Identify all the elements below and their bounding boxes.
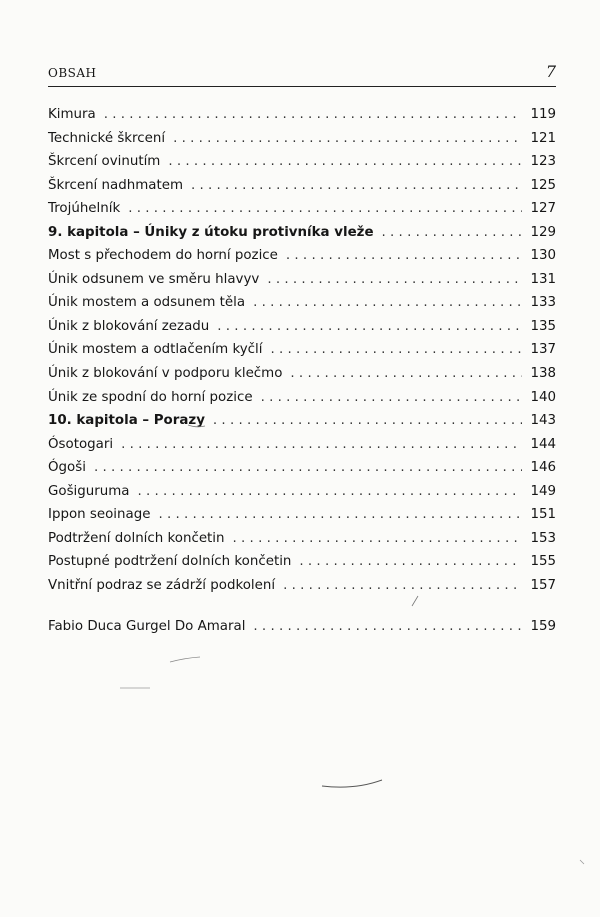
toc-entry-label: Most s přechodem do horní pozice — [48, 248, 278, 264]
toc-entry-author[interactable] — [48, 615, 556, 639]
table-of-contents — [48, 103, 556, 597]
toc-entry-page: 153 — [530, 530, 556, 546]
toc-entry-label: Vnitřní podraz se zádrží podkolení — [48, 577, 276, 593]
toc-entry-label: Únik z blokování v podporu klečmo — [48, 366, 283, 382]
toc-entry-page: 129 — [530, 224, 556, 240]
dot-leader — [286, 244, 522, 268]
toc-entry-page: 123 — [530, 154, 556, 170]
toc-entry[interactable] — [48, 221, 556, 245]
toc-entry[interactable] — [48, 338, 556, 362]
toc-entry-page: 146 — [530, 460, 556, 476]
dot-leader — [217, 315, 522, 339]
toc-entry[interactable] — [48, 409, 556, 433]
header-title: OBSAH — [48, 66, 97, 80]
toc-entry[interactable] — [48, 291, 556, 315]
dot-leader — [173, 127, 522, 151]
dot-leader — [283, 574, 522, 598]
dot-leader — [382, 221, 522, 245]
toc-entry[interactable] — [48, 527, 556, 551]
toc-entry-page: 125 — [530, 177, 556, 193]
dot-leader — [267, 268, 522, 292]
toc-entry-label: Ósotogari — [48, 436, 114, 452]
toc-entry-page: 159 — [530, 619, 556, 634]
toc-entry-label: Škrcení ovinutím — [48, 154, 161, 170]
dot-leader — [128, 197, 522, 221]
toc-entry-page: 144 — [530, 436, 556, 452]
toc-entry-page: 151 — [530, 507, 556, 523]
dot-leader — [213, 409, 522, 433]
toc-entry-page: 137 — [530, 342, 556, 358]
toc-entry[interactable] — [48, 315, 556, 339]
toc-entry-label: Trojúhelník — [48, 201, 121, 217]
toc-entry-label: Únik mostem a odsunem těla — [48, 295, 246, 311]
dot-leader — [253, 615, 522, 639]
header-page-number: 7 — [545, 62, 556, 81]
toc-entry[interactable] — [48, 174, 556, 198]
toc-entry-page: 149 — [530, 483, 556, 499]
dot-leader — [233, 527, 522, 551]
toc-entry-page: 140 — [530, 389, 556, 405]
toc-entry-page: 143 — [530, 413, 556, 429]
toc-entry[interactable] — [48, 150, 556, 174]
toc-entry-label: Gošiguruma — [48, 483, 130, 499]
dot-leader — [138, 480, 523, 504]
toc-entry[interactable] — [48, 503, 556, 527]
dot-leader — [168, 150, 522, 174]
toc-entry-page: 130 — [530, 248, 556, 264]
toc-entry[interactable] — [48, 480, 556, 504]
toc-entry[interactable] — [48, 433, 556, 457]
toc-entry[interactable] — [48, 386, 556, 410]
toc-entry-page: 133 — [530, 295, 556, 311]
toc-entry[interactable] — [48, 197, 556, 221]
toc-entry-page: 131 — [530, 271, 556, 287]
toc-entry-label: Postupné podtržení dolních končetin — [48, 554, 292, 570]
running-header — [48, 62, 556, 87]
toc-entry-label: Únik odsunem ve směru hlavyv — [48, 271, 260, 287]
toc-entry-page: 155 — [530, 554, 556, 570]
toc-entry[interactable] — [48, 550, 556, 574]
dot-leader — [270, 338, 522, 362]
toc-entry-page: 119 — [530, 107, 556, 122]
toc-entry-page: 157 — [530, 577, 556, 593]
toc-entry[interactable] — [48, 456, 556, 480]
toc-entry-page: 138 — [530, 366, 556, 382]
toc-entry-label: Fabio Duca Gurgel Do Amaral — [48, 619, 246, 634]
toc-entry-page: 121 — [530, 130, 556, 146]
toc-entry-page: 127 — [530, 201, 556, 217]
dot-leader — [261, 386, 522, 410]
toc-entry-label: Podtržení dolních končetin — [48, 530, 225, 546]
dot-leader — [121, 433, 522, 457]
toc-entry-label: Únik mostem a odtlačením kyčlí — [48, 342, 263, 358]
toc-entry[interactable] — [48, 244, 556, 268]
toc-entry[interactable] — [48, 127, 556, 151]
toc-entry-label: Únik z blokování zezadu — [48, 318, 210, 334]
toc-entry[interactable] — [48, 362, 556, 386]
dot-leader — [299, 550, 522, 574]
toc-entry-label: Ippon seoinage — [48, 507, 151, 523]
toc-appendix — [48, 615, 556, 639]
toc-entry[interactable] — [48, 574, 556, 598]
dot-leader — [253, 291, 522, 315]
toc-entry-label: Kimura — [48, 107, 96, 122]
toc-entry-label: Únik ze spodní do horní pozice — [48, 389, 253, 405]
toc-entry-page: 135 — [530, 318, 556, 334]
dot-leader — [290, 362, 522, 386]
dot-leader — [94, 456, 522, 480]
toc-entry-label: 9. kapitola – Úniky z útoku protivníka vleže — [48, 224, 374, 240]
toc-entry-label: Škrcení nadhmatem — [48, 177, 183, 193]
toc-entry[interactable] — [48, 268, 556, 292]
toc-entry-label: 10. kapitola – Porazy — [48, 413, 205, 429]
dot-leader — [104, 103, 522, 127]
toc-entry-label: Technické škrcení — [48, 130, 166, 146]
dot-leader — [158, 503, 522, 527]
dot-leader — [191, 174, 522, 198]
toc-entry[interactable] — [48, 103, 556, 127]
toc-entry-label: Ógoši — [48, 460, 86, 476]
